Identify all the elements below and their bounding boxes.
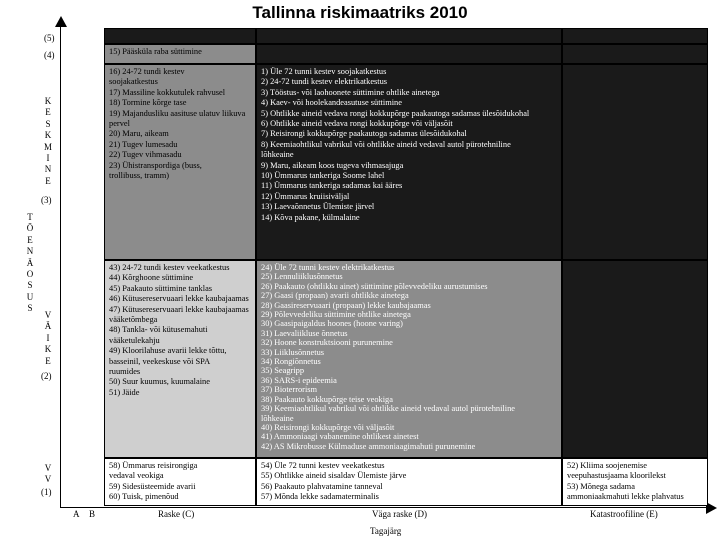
- risk-item: 25) Lennuliiklusõnnetus: [261, 272, 343, 282]
- risk-item: 23) Ühistranspordiga (buss,: [109, 160, 202, 170]
- vertical-letter: S: [27, 303, 33, 314]
- risk-item: vääketulekahju: [109, 335, 160, 345]
- y-axis-line: [60, 26, 61, 508]
- risk-item: 19) Majandusliku aasituse ulatuv liikuva: [109, 108, 246, 118]
- cell-r3-c: [104, 64, 256, 260]
- risk-item: 51) Jäide: [109, 387, 140, 397]
- x-axis-line: [60, 507, 708, 508]
- risk-item: 9) Maru, aikeam koos tugeva vihmasajuga: [261, 160, 404, 170]
- cell-r1-d: [256, 458, 562, 506]
- risk-item: 6) Ohtlikke aineid vedava rongi kokkupõrge või väljasõit: [261, 119, 453, 129]
- vertical-letter: V: [44, 474, 52, 485]
- risk-item: 11) Ümmarus tankeriga sadamas kai ääres: [261, 181, 403, 191]
- page-title: Tallinna riskimaatriks 2010: [252, 3, 468, 22]
- column-label-a: A: [73, 509, 80, 519]
- column-label-c: Raske (C): [158, 509, 195, 519]
- risk-item: ruumides: [109, 367, 141, 377]
- vertical-letter: E: [45, 107, 51, 118]
- risk-item: vääketõmbega: [109, 315, 158, 325]
- risk-item: 43) 24-72 tundi kestev veekatkestus: [109, 263, 230, 272]
- risk-item: 34) Rongiõnnetus: [261, 357, 321, 367]
- cell-r2-e: [562, 260, 708, 458]
- risk-item: 16) 24-72 tundi kestev: [109, 67, 185, 76]
- cell-r4-e: [562, 44, 708, 64]
- risk-item: soojakatkestus: [109, 77, 158, 87]
- risk-item: vedaval veokiga: [109, 471, 164, 481]
- risk-item: 31) Laevaliikluse õnnetus: [261, 328, 348, 338]
- risk-item: 46) Kütusereservuaari lekke kaubajaamas: [109, 294, 249, 304]
- risk-item: 8) Keemiaohtlikul vabrikul või ohtlikke aineid vedaval autol pürotehniline: [261, 139, 511, 149]
- risk-item: 15) Pääsküla raba süttimine: [109, 47, 202, 56]
- vertical-letter: I: [46, 332, 50, 343]
- vertical-letter: Õ: [26, 223, 34, 234]
- risk-item: lõhkeaine: [261, 150, 294, 160]
- risk-item: 12) Ümmarus kruiisiväljal: [261, 191, 350, 201]
- risk-item: 24) Üle 72 tunni kestev elektrikatkestus: [261, 263, 395, 272]
- risk-item: 42) AS Mikrobusse Külmaduse ammoniaagimahuti purunemine: [261, 441, 476, 451]
- vertical-letter: Ä: [44, 321, 52, 332]
- vertical-letter: E: [27, 234, 33, 245]
- vertical-letter: K: [44, 96, 52, 106]
- risk-item: 45) Paakauto süttimine tanklas: [109, 283, 213, 293]
- vertical-letter: N: [44, 164, 52, 175]
- vertical-letter: V: [44, 463, 52, 473]
- vertical-letter: N: [26, 246, 34, 257]
- column-label-e: Katastroofiline (E): [590, 509, 658, 519]
- risk-item: 56) Paakauto plahvatamine tanneval: [261, 481, 383, 491]
- risk-item: 47) Kütusereservuaari lekke kaubajaamas: [109, 304, 249, 314]
- risk-item: 21) Tugev lumesadu: [109, 139, 178, 149]
- y-axis-title: [24, 212, 36, 315]
- level-label-3: [42, 96, 54, 187]
- risk-item: 33) Liiklusõnnetus: [261, 347, 325, 357]
- risk-item: 59) Sidesüsteemide avarii: [109, 481, 196, 491]
- risk-item: 38) Paakauto kokkupõrge teise veokiga: [261, 394, 393, 404]
- risk-item: 10) Ümmarus tankeriga Soome lahel: [261, 171, 385, 181]
- risk-item: trollibuss, tramm): [109, 171, 170, 181]
- vertical-letter: T: [27, 212, 33, 222]
- risk-item: 7) Reisirongi kokkupõrge paakautoga sadamas ülesõidukohal: [261, 129, 467, 139]
- risk-item: 35) Seagripp: [261, 366, 305, 376]
- level-label-5: (5): [44, 33, 55, 43]
- cell-r2-d: [256, 260, 562, 458]
- risk-item: 50) Suur kuumus, kuumalaine: [109, 377, 210, 387]
- cell-r1-e: [562, 458, 708, 506]
- risk-item: basseinil, veekeskuse või SPA: [109, 356, 211, 366]
- risk-item: 29) Põlevvedeliku süttimine ohtlike ainetega: [261, 310, 411, 320]
- level-label-2: [42, 310, 54, 367]
- risk-item: 18) Tormine kõrge tase: [109, 98, 187, 108]
- risk-item: 52) Kliima soojenemise: [567, 461, 648, 470]
- risk-item: 39) Keemiaohtlikul vabrikul või ohtlikke aineid vedaval autol pürotehniline: [261, 404, 515, 414]
- vertical-letter: S: [27, 280, 33, 291]
- level-label-3-number: (3): [41, 195, 52, 205]
- vertical-letter: O: [26, 269, 34, 280]
- risk-item: 37) Bioterrorism: [261, 385, 318, 395]
- risk-item: 41) Ammoniaagi vabanemine ohtlikest ainetest: [261, 432, 419, 442]
- risk-item: 22) Tugev vihmasadu: [109, 150, 182, 160]
- level-label-2-number: (2): [41, 371, 52, 381]
- risk-item: 57) Mõnda lekke sadamaterminalis: [261, 492, 379, 502]
- risk-item: 32) Hoone konstruktsiooni purunemine: [261, 338, 393, 348]
- level-label-1: [42, 463, 54, 486]
- vertical-letter: S: [45, 118, 51, 129]
- risk-item: 58) Ümmarus reisirongiga: [109, 461, 198, 470]
- risk-item: pervel: [109, 119, 130, 129]
- cell-r5-e: [562, 28, 708, 44]
- vertical-letter: M: [43, 141, 52, 152]
- column-label-b: B: [89, 509, 96, 519]
- vertical-letter: E: [45, 175, 51, 186]
- risk-item: 2) 24-72 tundi kestev elektrikatkestus: [261, 77, 388, 87]
- risk-item: 27) Gaasi (propaan) avarii ohtlikke ainetega: [261, 291, 409, 301]
- risk-item: 48) Tankla- või kütusemahuti: [109, 325, 208, 335]
- cell-r5-c: [104, 28, 256, 44]
- risk-item: 3) Tööstus- või laohoonete süttimine ohtlike ainetega: [261, 87, 440, 97]
- risk-item: 14) Kõva pakane, külmalaine: [261, 212, 360, 222]
- cell-r5-d: [256, 28, 562, 44]
- vertical-letter: Ä: [26, 257, 34, 268]
- risk-item: 1) Üle 72 tunni kestev soojakatkestus: [261, 67, 387, 76]
- risk-item: 13) Laevaõnnetus Ülemiste järvel: [261, 202, 375, 212]
- level-label-1-number: (1): [41, 487, 52, 497]
- cell-r1-c: [104, 458, 256, 506]
- cell-r2-c: [104, 260, 256, 458]
- cell-r4-d: [256, 44, 562, 64]
- risk-item: 4) Kaev- või hoolekandeasutuse süttimine: [261, 98, 402, 108]
- risk-item: 49) Kloorilahuse avarii lekke tõttu,: [109, 346, 227, 356]
- risk-item: 55) Ohtlikke aineid sisaldav Ülemiste järve: [261, 471, 407, 481]
- cell-r4-c: [104, 44, 256, 64]
- risk-item: ammoniaakmahuti lekke plahvatus: [567, 492, 684, 502]
- risk-item: 54) Üle 72 tunni kestev veekatkestus: [261, 461, 385, 470]
- vertical-letter: E: [45, 355, 51, 366]
- risk-item: 36) SARS-i epideemia: [261, 375, 337, 385]
- vertical-letter: V: [44, 310, 52, 320]
- risk-item: 5) Ohtlikke aineid vedava rongi kokkupõrge paakautoga sadamas ülesõidukohal: [261, 108, 530, 118]
- level-label-4: (4): [44, 50, 55, 60]
- column-label-d: Väga raske (D): [372, 509, 427, 519]
- risk-item: lõhkeaine: [261, 413, 294, 423]
- y-axis-arrow: [55, 16, 67, 27]
- x-axis-title: Tagajärg: [370, 526, 402, 536]
- risk-item: 28) Gaasireservuaari (propaan) lekke kaubajaamas: [261, 300, 431, 310]
- risk-item: 60) Tuisk, pimenõud: [109, 492, 179, 502]
- risk-item: 53) Mõnega sadama: [567, 481, 635, 491]
- vertical-letter: U: [26, 291, 34, 302]
- vertical-letter: K: [44, 344, 52, 355]
- risk-item: 40) Reisirongi kokkupõrge või väljasõit: [261, 422, 395, 432]
- risk-item: 17) Massiline kokkutulek rahvusel: [109, 87, 226, 97]
- risk-item: 20) Maru, aikeam: [109, 129, 169, 139]
- cell-r3-d: [256, 64, 562, 260]
- vertical-letter: I: [46, 153, 50, 164]
- risk-item: 26) Paakauto (ohtlikku ainet) süttimine põlevvedeliku aurustumises: [261, 281, 488, 291]
- risk-item: 44) Kõrghoone süttimine: [109, 273, 194, 283]
- cell-r3-e: [562, 64, 708, 260]
- vertical-letter: K: [44, 130, 52, 141]
- risk-item: veepuhastusjaama kloorilekst: [567, 471, 666, 481]
- risk-item: 30) Gaasipaigaldus hoones (hoone varing): [261, 319, 403, 329]
